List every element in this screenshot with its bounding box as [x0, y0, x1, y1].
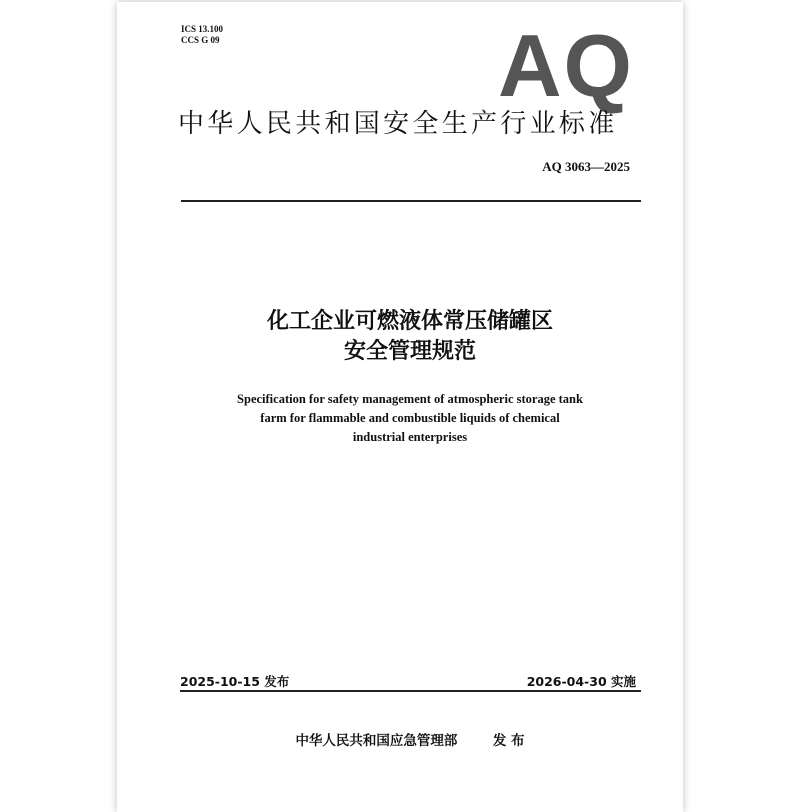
issuer-action: 发 布	[492, 733, 525, 749]
standard-category: 中华人民共和国安全生产行业标准	[178, 109, 618, 139]
header-divider	[181, 200, 641, 202]
title-cn-line-2: 安全管理规范	[343, 339, 476, 364]
ccs-code: CCS G 09	[181, 35, 220, 45]
title-en-line-2: farm for flammable and combustible liquids of chemical	[260, 411, 560, 425]
issuer-line	[117, 729, 703, 749]
classification-codes	[181, 24, 223, 46]
standard-number: AQ 3063—2025	[542, 159, 630, 174]
effective-date: 2026-04-30 实施	[526, 674, 636, 689]
title-en-line-3: industrial enterprises	[352, 430, 468, 444]
ics-code: ICS 13.100	[181, 24, 224, 34]
title-en-line-1: Specification for safety management of atmospheric storage tank	[237, 392, 583, 406]
aq-logo: AQ	[498, 16, 634, 115]
issuer-name: 中华人民共和国应急管理部	[295, 733, 458, 749]
title-en	[117, 390, 703, 447]
title-cn-line-1: 化工企业可燃液体常压储罐区	[266, 309, 553, 334]
issue-date: 2025-10-15 发布	[180, 674, 290, 689]
footer-divider	[180, 690, 641, 692]
